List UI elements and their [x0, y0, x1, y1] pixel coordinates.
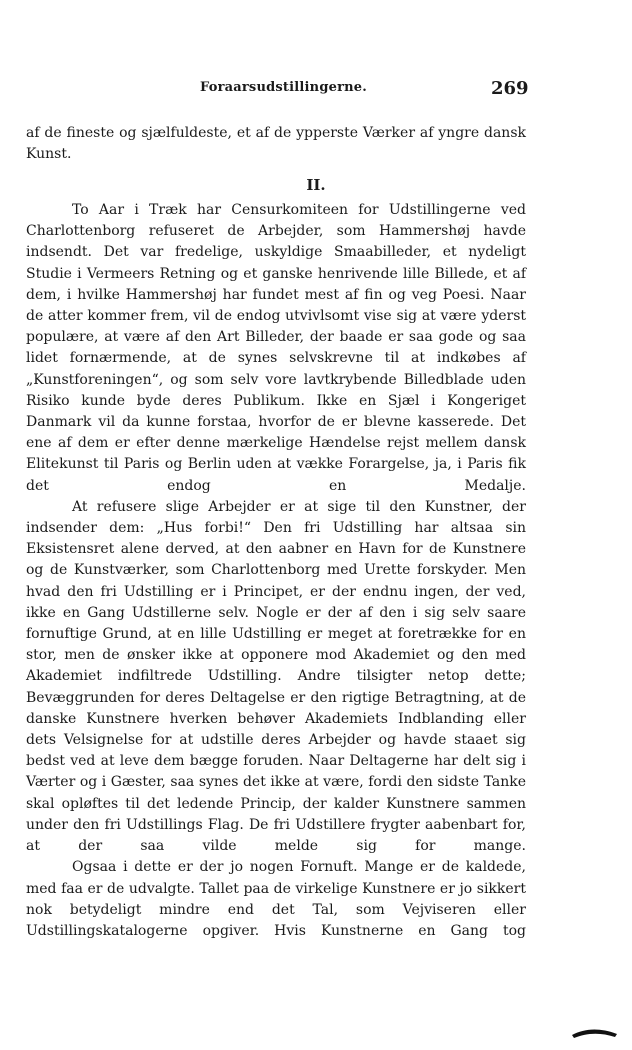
page-number: 269: [491, 78, 529, 99]
running-title: Foraarsudstillingerne.: [200, 80, 367, 95]
continuation-block: [26, 123, 526, 165]
body-text: [26, 200, 526, 942]
paragraph-2: At refusere slige Arbejder er at sige til den Kunstner, der indsender dem: „Hus forbi!“ Den fri Udstilling har altsaa sin Eksistensret alene derved, at den aabner en Havn for de Kunstnere og de Kunstværker, som Charlottenborg med Urette forskyder. Men hvad den fri Udstilling er i Principet, er der endnu ingen, der ved, ikke en Gang Udstillerne selv. Nogle er der af den i sig selv saare fornuftige Grund, at en lille Udstilling er meget at foretrække for en stor, men de ønsker ikke at opponere mod Akademiet og den med Akademiet indfiltrede Udstilling. Andre tilsigter netop dette; Bevæggrunden for deres Deltagelse er den rigtige Betragtning, at de danske Kunstnere hverken behøver Akademiets Indblanding eller dets Velsignelse for at udstille deres Arbejder og havde staaet sig bedst ved at leve dem bægge foruden. Naar Deltagerne har delt sig i Værter og i Gæster, saa synes det ikke at være, fordi den sidste Tanke skal opløftes til det ledende Princip, der kalder Kunstnere sammen under den fri Udstillings Flag. De fri Udstillere frygter aabenbart for, at der saa vilde melde sig for mange.: [26, 498, 526, 855]
continuation-paragraph: af de fineste og sjælfuldeste, et af de ypperste Værker af yngre dansk Kunst.: [26, 125, 526, 163]
paragraph-3: Ogsaa i dette er der jo nogen Fornuft. Mange er de kaldede, med faa er de udvalgte. Tallet paa de virkelige Kunstnere er jo sikkert nok betydeligt mindre end det Tal, som Vejviseren eller Udstillingskatalogerne opgiver. Hvis Kunstnerne en Gang tog: [26, 859, 526, 939]
section-heading: II.: [306, 176, 326, 194]
page-corner-mark: [570, 1022, 620, 1040]
paragraph-1: To Aar i Træk har Censurkomiteen for Udstillingerne ved Charlottenborg refuseret de Arbejder, som Hammershøj havde indsendt. Det var fredelige, uskyldige Smaabilleder, et nydeligt Studie i Vermeers Retning og et ganske henrivende lille Billede, et af dem, i hvilke Hammershøj har fundet mest af fin og veg Poesi. Naar de atter kommer frem, vil de endog utvivlsomt vise sig at være yderst populære, at være af den Art Billeder, der baade er saa gode og saa lidet fornærmende, at de synes selvskrevne til at indkøbes af „Kunstforeningen“, og som selv vore lavtkrybende Billedblade uden Risiko kunde byde deres Publikum. Ikke en Sjæl i Kongeriget Danmark vil da kunne forstaa, hvorfor de er blevne kasserede. Det ene af dem er efter denne mærkelige Hændelse rejst mellem dansk Elitekunst til Paris og Berlin uden at vække Forargelse, ja, i Paris fik det endog en Medalje.: [26, 202, 526, 494]
page-header: [0, 80, 632, 104]
